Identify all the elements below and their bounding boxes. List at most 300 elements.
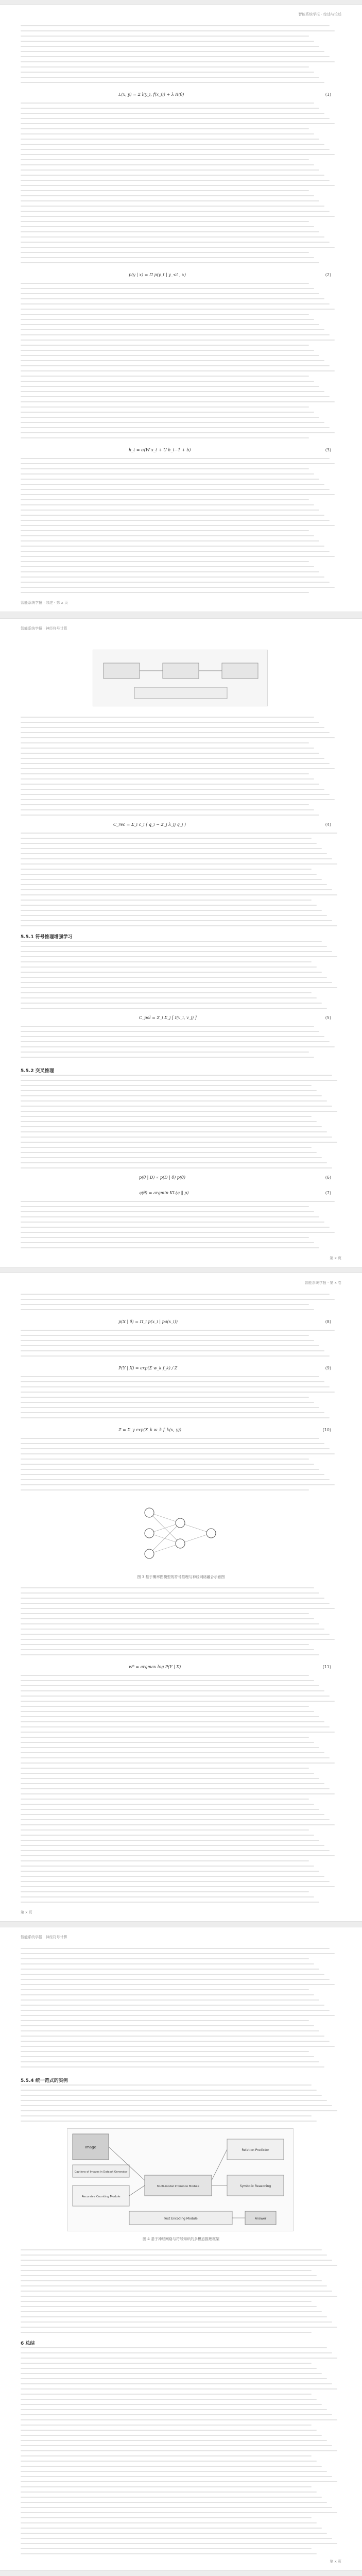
text-line [21,1402,314,1403]
text-line [21,139,319,140]
text-line [21,51,324,52]
text-line [21,1654,319,1655]
equation: p(X | θ) = Π_i p(x_i | pa(x_i)) [118,1319,178,1324]
text-line [21,1732,335,1733]
text-line [21,2041,330,2042]
text-line [21,1716,319,1717]
text-line [21,2414,332,2415]
text-line [21,2115,312,2116]
text-line [21,894,337,895]
text-line [21,1299,335,1300]
text-line [21,1381,324,1382]
text-line [21,82,324,83]
text-line [21,2388,337,2389]
multimodal-framework-diagram [67,2129,294,2232]
text-line [21,1167,332,1168]
text-line [21,30,335,31]
text-line [21,1121,317,1122]
text-line [21,2543,337,2544]
text-line [21,1106,332,1107]
text-line [21,1675,309,1676]
text-line [21,293,319,294]
text-line [21,2265,337,2266]
text-line [21,1026,314,1027]
text-line [21,386,319,387]
text-line [21,1613,309,1614]
text-line [21,427,330,428]
text-line [21,2502,327,2503]
text-line [21,1443,324,1444]
text-line [21,551,330,552]
page-footer: 第 x 页 [21,1910,32,1914]
text-line [21,540,319,541]
equation-number: (10) [322,1428,331,1432]
text-line [21,123,335,124]
text-line [21,46,319,47]
text-line [21,1085,312,1086]
equation-number: (1) [325,92,331,97]
text-line [21,1953,335,1954]
text-line [21,1896,314,1897]
text-line [21,159,309,160]
page-header: 智能系统学报 · 综述与论述 [298,12,341,16]
text-line [21,946,327,947]
text-line [21,2528,322,2529]
text-line [21,520,330,521]
diagram-label: Recursive Counting Module [81,2195,120,2198]
equation-number: (7) [325,1191,331,1195]
text-line [21,2404,322,2405]
text-line [21,25,330,26]
text-line [21,815,319,816]
text-line [21,1969,319,1970]
text-line [21,406,309,408]
text-line [21,925,337,926]
text-line [21,1036,324,1037]
text-line [21,2522,317,2523]
text-line [21,2455,312,2456]
equation: L(x, y) = Σ l(y_i, f(x_i)) + λ R(θ) [118,92,184,97]
text-line [21,288,314,289]
text-line [21,2363,312,2364]
text-line [21,360,324,361]
text-line [21,370,335,371]
text-line [21,763,330,764]
text-line [21,951,332,952]
figure-multimodal [67,2128,294,2231]
text-line [21,1984,335,1985]
document-page-4 [0,1927,362,2571]
text-line [21,1126,322,1127]
text-line [21,838,312,839]
equation-number: (9) [325,1366,331,1370]
text-line [21,1247,319,1248]
text-line [21,1469,319,1470]
text-line [21,1206,309,1207]
text-line [21,1793,335,1794]
text-line [21,915,327,916]
text-line [21,768,335,769]
text-line [21,1783,324,1784]
text-line [21,2358,337,2359]
text-line [21,340,335,341]
text-line [21,2440,327,2441]
text-line [21,1201,335,1202]
text-line [21,920,332,921]
text-line [21,103,314,104]
text-line [21,1608,335,1609]
text-line [21,2553,317,2554]
text-line [21,1438,319,1439]
section-heading: 5.5.4 统一范式的实例 [21,2078,68,2083]
equation: h_t = σ(W x_t + U h_t−1 + b) [129,448,191,452]
diagram-label: Captions of Images in Dataset Generator [74,2171,128,2174]
text-line [21,1137,332,1138]
text-line [21,992,312,993]
text-line [21,2301,312,2302]
text-line [21,2538,332,2539]
text-line [21,1948,330,1949]
equation: Z = Σ_y exp(Σ_k w_k f_k(x, y)) [118,1428,182,1432]
text-line [21,561,309,562]
text-line [21,252,309,253]
text-line [21,2285,327,2286]
text-line [21,1644,309,1645]
text-line [21,479,319,480]
text-line [21,1701,335,1702]
section-heading: 5.5.2 交叉推理 [21,1069,54,1074]
text-line [21,1855,335,1856]
text-line [21,748,314,749]
text-line [21,1211,314,1212]
text-line [21,1685,319,1686]
text-line [21,977,327,978]
text-line [21,2548,312,2549]
text-line [21,2332,312,2333]
text-line [21,1994,314,1995]
page-header: 智能系统学报 · 第 x 卷 [304,1281,341,1285]
text-line [21,2533,327,2534]
text-line [21,2425,312,2426]
text-line [21,2255,327,2256]
text-line [21,355,319,356]
document-page-3 [0,1273,362,1922]
diagram-label: Image [85,2145,96,2149]
equation-number: (8) [325,1319,331,1324]
text-line [21,1131,327,1132]
text-line [21,1696,330,1697]
diagram-label: Text Encoding Module [164,2217,198,2221]
text-line [21,1804,314,1805]
text-line [21,463,335,464]
text-line [21,2445,332,2446]
text-line [21,1392,335,1393]
text-line [21,2394,312,2395]
text-line [21,231,319,232]
text-line [21,1090,317,1091]
text-line [21,1639,335,1640]
text-line [21,1340,314,1341]
text-line [21,329,324,330]
text-line [21,1840,319,1841]
text-line [21,2056,314,2057]
text-line [21,1706,309,1707]
text-line [21,1999,319,2001]
text-line [21,504,314,505]
figure-caption: 图 3 基于概率图模型的符号推理与神经网络融合示意图 [137,1575,225,1579]
text-line [21,1052,309,1053]
text-line [21,2481,337,2482]
text-line [21,154,335,155]
text-line [21,247,335,248]
text-line [21,1623,319,1624]
text-line [21,298,324,299]
text-line [21,2249,322,2250]
text-line [21,66,309,67]
text-line [21,221,309,222]
page-footer: 第 x 页 [330,1256,341,1260]
text-line [21,1232,335,1233]
text-line [21,592,309,593]
text-line [21,206,324,207]
text-line [21,1057,314,1058]
text-line [21,128,309,129]
text-line [21,41,314,42]
page-header: 智能系统学报 · 神经符号计算 [21,1935,67,1939]
text-line [21,164,314,165]
text-line [21,412,314,413]
text-line [21,1080,337,1081]
text-line [21,72,314,73]
text-line [21,1237,309,1238]
diagram-label: Symbolic Reasoning [239,2184,271,2188]
text-line [21,1680,314,1681]
text-line [21,195,314,196]
text-line [21,566,314,567]
text-line [21,1459,309,1460]
document-page-2 [0,618,362,1267]
text-line [21,758,324,759]
text-line [21,1757,330,1758]
text-line [21,737,335,738]
text-line [21,1345,319,1346]
text-line [21,525,335,526]
page-footer: 第 x 页 [330,2560,341,2564]
text-line [21,2347,327,2348]
text-line [21,2327,337,2328]
text-line [21,2383,332,2384]
text-line [21,1041,330,1042]
text-line [21,1742,314,1743]
text-line [21,2512,337,2513]
text-line [21,789,324,790]
text-line [21,910,322,911]
text-line [21,2010,330,2011]
text-line [21,874,317,875]
text-line [21,794,330,795]
text-line [21,2110,337,2111]
figure-placeholder [93,650,268,706]
text-line [21,587,335,588]
equation-number: (4) [325,822,331,827]
text-line [21,303,330,304]
text-line [21,784,319,785]
text-line [21,1031,319,1032]
text-line [21,997,317,998]
text-line [21,262,319,263]
text-line [21,2025,314,2026]
text-line [21,2435,322,2436]
text-line [21,1116,312,1117]
text-line [21,853,327,854]
diagram-label: Relation Predictor [242,2148,269,2152]
text-line [21,2121,317,2122]
text-line [21,170,319,171]
text-line [21,2471,327,2472]
text-line [21,432,335,433]
text-line [21,1989,309,1990]
text-line [21,2036,324,2037]
text-line [21,1008,327,1009]
text-line [21,1216,319,1217]
text-line [21,2020,309,2021]
text-line [21,1974,324,1975]
text-line [21,2015,335,2016]
text-line [21,1866,314,1867]
text-line [21,1845,324,1846]
text-line [21,2461,317,2462]
text-line [21,468,309,469]
text-line [21,1453,335,1454]
text-line [21,1649,314,1650]
text-line [21,149,330,150]
text-line [21,1350,324,1351]
text-line [21,2352,332,2353]
equation-number: (6) [325,1175,331,1180]
figure-caption: 图 4 基于神经网络与符号知识的多模态推理框架 [143,2237,219,2241]
text-line [21,2497,322,2498]
text-line [21,1788,330,1789]
text-line [21,515,324,516]
neural-network-diagram [118,1500,242,1567]
text-line [21,190,309,191]
text-line [21,1809,319,1810]
text-line [21,2260,332,2261]
text-line [21,473,314,474]
text-line [21,1711,314,1712]
text-line [21,1958,309,1959]
text-line [21,1386,330,1387]
text-line [21,1587,314,1588]
text-line [21,869,312,870]
text-line [21,742,309,743]
section-heading: 6 总结 [21,2341,35,2346]
text-line [21,2030,319,2031]
text-line [21,1100,327,1101]
text-line [21,118,330,119]
text-line [21,2492,317,2493]
text-line [21,133,314,134]
text-line [21,1417,330,1418]
text-line [21,1095,322,1096]
text-line [21,535,314,536]
equation-number: (2) [325,273,331,277]
text-line [21,972,322,973]
section-heading: 5.5.1 符号推理增强学习 [21,935,73,940]
text-line [21,1726,330,1727]
text-line [21,1309,314,1310]
text-line [21,2409,327,2410]
text-line [21,2095,322,2096]
text-line [21,1448,330,1449]
text-line [21,1814,324,1815]
text-line [21,1157,322,1158]
text-line [21,2373,322,2374]
text-line [21,1242,314,1243]
text-line [21,61,335,62]
text-line [21,2296,337,2297]
text-line [21,345,309,346]
text-line [21,1075,332,1076]
text-line [21,1111,337,1112]
text-line [21,1778,319,1779]
text-line [21,1902,319,1903]
text-line [21,1876,324,1877]
text-line [21,2005,324,2006]
text-line [21,1871,319,1872]
text-line [21,319,314,320]
text-line [21,1484,335,1485]
text-line [21,1046,335,1047]
text-line [21,799,335,800]
text-line [21,1592,319,1594]
text-line [21,365,330,366]
text-line [21,391,324,392]
text-line [21,1397,309,1398]
text-line [21,1799,309,1800]
text-line [21,2311,322,2312]
text-line [21,2066,324,2067]
text-line [21,1762,335,1764]
text-line [21,1489,309,1490]
text-line [21,108,319,109]
text-line [21,484,324,485]
text-line [21,381,314,382]
text-line [21,577,324,578]
text-line [21,530,309,531]
text-line [21,2368,317,2369]
text-line [21,2046,335,2047]
text-line [21,1737,309,1738]
text-line [21,884,327,885]
text-line [21,1464,314,1465]
equation-number: (11) [322,1665,331,1669]
text-line [21,1479,330,1480]
text-line [21,2084,312,2086]
text-line [21,56,330,57]
page-header: 智能系统学报 · 神经符号计算 [21,626,67,631]
figure-network [118,1500,242,1567]
equation: w* = argmax log P(Y | X) [129,1665,181,1669]
text-line [21,2105,332,2106]
text-line [21,1835,314,1836]
text-line [21,1335,309,1336]
text-line [21,546,324,547]
document-page-1 [0,4,362,612]
text-line [21,309,335,310]
text-line [21,2517,312,2518]
text-line [21,2051,309,2052]
